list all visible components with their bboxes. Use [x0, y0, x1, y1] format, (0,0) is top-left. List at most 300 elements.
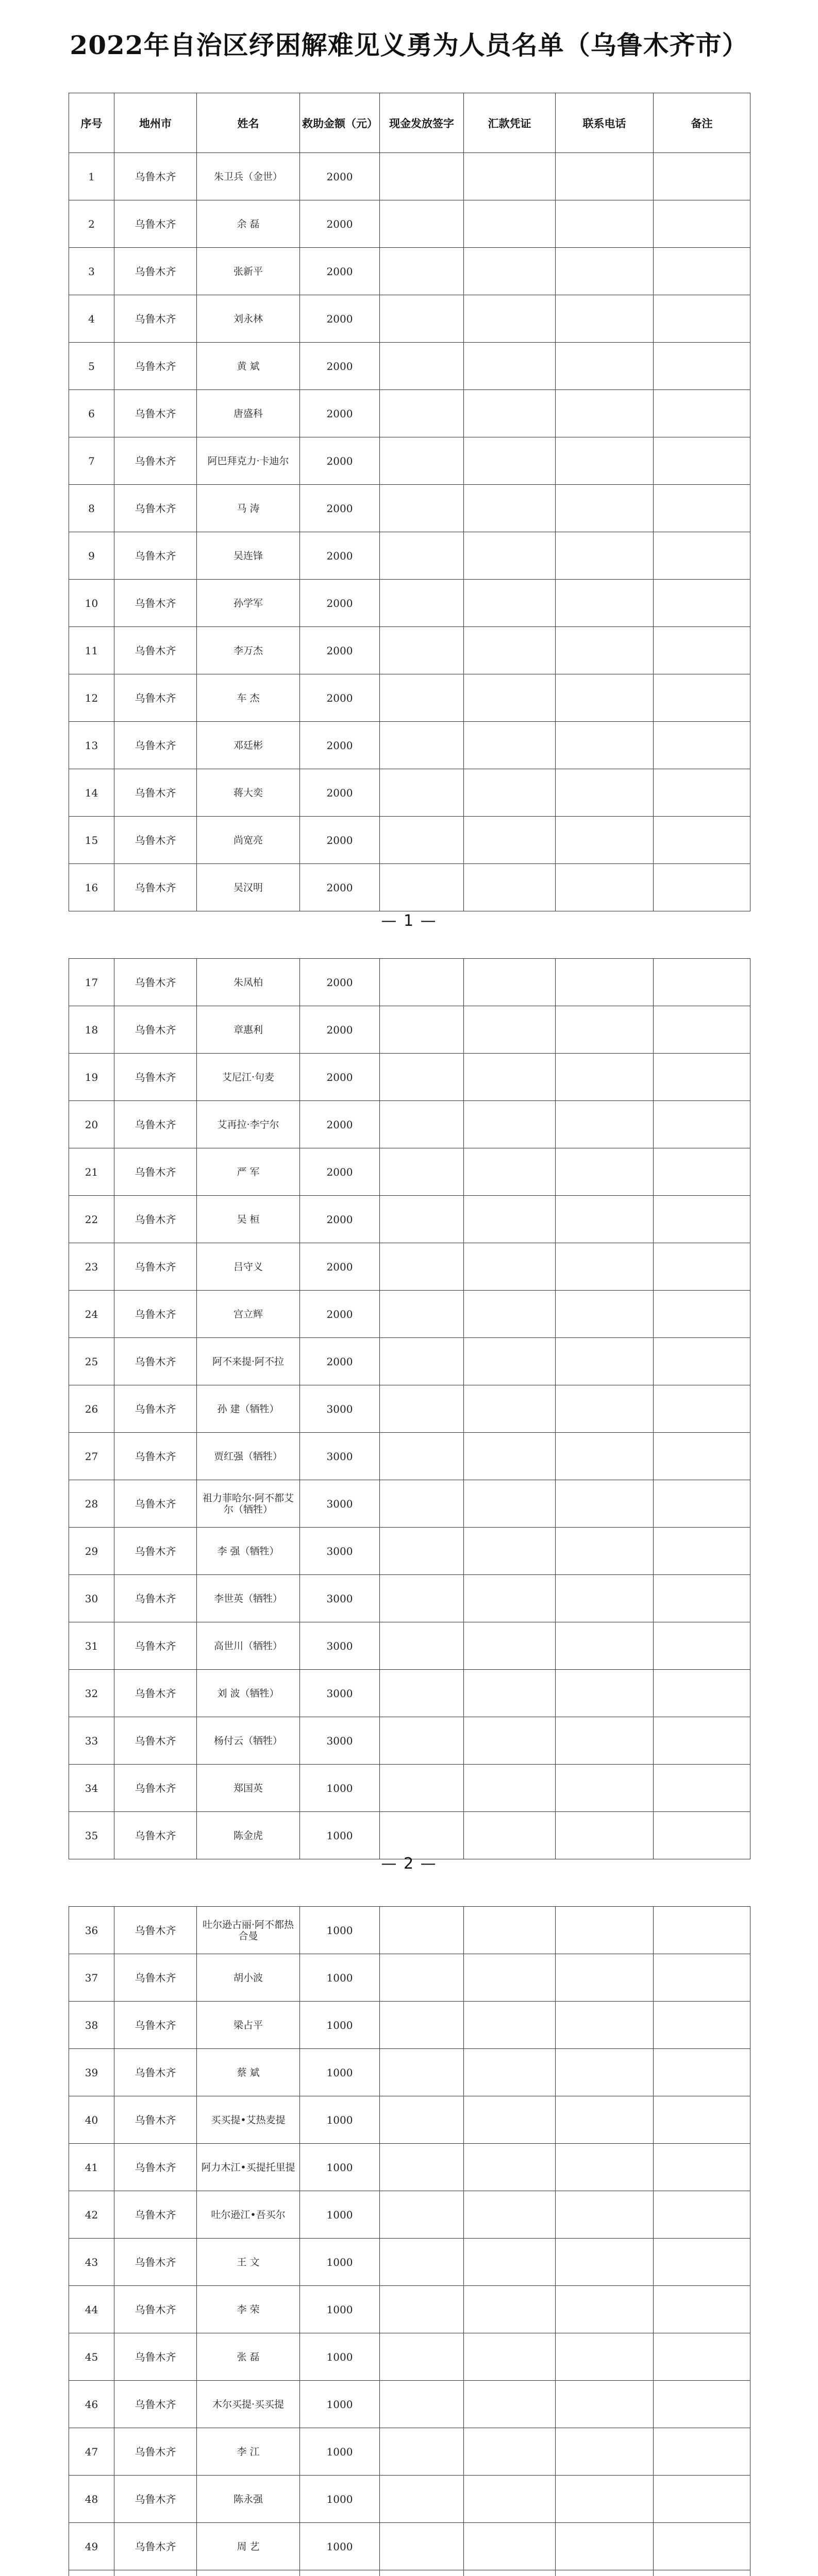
cell-name: 梁占平 — [197, 2002, 300, 2049]
cell-seq: 16 — [69, 864, 114, 911]
cell-remittance-voucher[interactable] — [464, 390, 556, 437]
cell-phone[interactable] — [556, 1954, 654, 2002]
cell-cash-signature[interactable] — [380, 153, 464, 200]
cell-remittance-voucher[interactable] — [464, 485, 556, 532]
cell-phone[interactable] — [556, 1717, 654, 1765]
cell-remark[interactable] — [654, 1006, 750, 1054]
cell-cash-signature[interactable] — [380, 1622, 464, 1670]
cell-remittance-voucher[interactable] — [464, 153, 556, 200]
cell-city: 乌鲁木齐 — [114, 580, 197, 627]
cell-remittance-voucher[interactable] — [464, 959, 556, 1006]
cell-remittance-voucher[interactable] — [464, 769, 556, 817]
cell-cash-signature[interactable] — [380, 627, 464, 674]
cell-remark[interactable] — [654, 1575, 750, 1622]
cell-amount: 2000 — [300, 1196, 380, 1243]
cell-amount: 2000 — [300, 674, 380, 722]
cell-seq: 20 — [69, 1101, 114, 1148]
cell-cash-signature[interactable] — [380, 2428, 464, 2476]
cell-city: 乌鲁木齐 — [114, 248, 197, 295]
cell-city: 乌鲁木齐 — [114, 1006, 197, 1054]
cell-remark[interactable] — [654, 674, 750, 722]
cell-seq: 32 — [69, 1670, 114, 1717]
cell-seq: 30 — [69, 1575, 114, 1622]
cell-seq: 11 — [69, 627, 114, 674]
cell-name: 阿力木江•买提托里提 — [197, 2144, 300, 2191]
cell-remittance-voucher[interactable] — [464, 1385, 556, 1433]
cell-remittance-voucher[interactable] — [464, 674, 556, 722]
cell-remark[interactable] — [654, 627, 750, 674]
cell-phone[interactable] — [556, 2191, 654, 2239]
cell-remark[interactable] — [654, 1812, 750, 1859]
cell-phone[interactable] — [556, 817, 654, 864]
cell-remark[interactable] — [654, 1528, 750, 1575]
cell-name: 吴 桓 — [197, 1196, 300, 1243]
cell-cash-signature[interactable] — [380, 390, 464, 437]
cell-phone[interactable] — [556, 1622, 654, 1670]
cell-phone[interactable] — [556, 2333, 654, 2381]
cell-cash-signature[interactable] — [380, 2144, 464, 2191]
cell-cash-signature[interactable] — [380, 2381, 464, 2428]
cell-city: 乌鲁木齐 — [114, 2286, 197, 2333]
cell-remark[interactable] — [654, 2333, 750, 2381]
cell-amount: 2000 — [300, 153, 380, 200]
cell-remark[interactable] — [654, 1101, 750, 1148]
cell-seq: 31 — [69, 1622, 114, 1670]
cell-seq: 34 — [69, 1765, 114, 1812]
table-row — [69, 1291, 750, 1338]
cell-cash-signature[interactable] — [380, 580, 464, 627]
cell-remittance-voucher[interactable] — [464, 1575, 556, 1622]
cell-remittance-voucher[interactable] — [464, 2144, 556, 2191]
cell-city: 乌鲁木齐 — [114, 1765, 197, 1812]
cell-name: 余 磊 — [197, 200, 300, 248]
cell-phone[interactable] — [556, 1480, 654, 1528]
cell-phone[interactable] — [556, 580, 654, 627]
cell-phone[interactable] — [556, 343, 654, 390]
cell-cash-signature[interactable] — [380, 1433, 464, 1480]
cell-remittance-voucher[interactable] — [464, 1054, 556, 1101]
cell-amount: 2000 — [300, 627, 380, 674]
cell-cash-signature[interactable] — [380, 2333, 464, 2381]
cell-phone[interactable] — [556, 2049, 654, 2096]
cell-phone[interactable] — [556, 2523, 654, 2570]
cell-remark[interactable] — [654, 1433, 750, 1480]
cell-remittance-voucher[interactable] — [464, 2333, 556, 2381]
cell-amount: 2000 — [300, 1243, 380, 1291]
table-row — [69, 1385, 750, 1433]
table-row — [69, 200, 750, 248]
cell-name: 章惠利 — [197, 1006, 300, 1054]
cell-phone[interactable] — [556, 485, 654, 532]
cell-cash-signature[interactable] — [380, 295, 464, 343]
cell-amount: 3000 — [300, 1385, 380, 1433]
cell-remittance-voucher[interactable] — [464, 2096, 556, 2144]
cell-cash-signature[interactable] — [380, 1575, 464, 1622]
cell-remark[interactable] — [654, 580, 750, 627]
cell-remittance-voucher[interactable] — [464, 532, 556, 580]
cell-remark[interactable] — [654, 1196, 750, 1243]
cell-remittance-voucher[interactable] — [464, 2002, 556, 2049]
cell-remittance-voucher[interactable] — [464, 1622, 556, 1670]
cell-phone[interactable] — [556, 2096, 654, 2144]
cell-name: 蔡 斌 — [197, 2049, 300, 2096]
cell-seq: 21 — [69, 1148, 114, 1196]
cell-remark[interactable] — [654, 2144, 750, 2191]
cell-cash-signature[interactable] — [380, 2570, 464, 2576]
cell-phone[interactable] — [556, 1575, 654, 1622]
cell-remittance-voucher[interactable] — [464, 248, 556, 295]
cell-phone[interactable] — [556, 1670, 654, 1717]
table-row — [69, 864, 750, 911]
cell-cash-signature[interactable] — [380, 2523, 464, 2570]
cell-remark[interactable] — [654, 2428, 750, 2476]
cell-cash-signature[interactable] — [380, 1054, 464, 1101]
cell-remittance-voucher[interactable] — [464, 295, 556, 343]
cell-phone[interactable] — [556, 1148, 654, 1196]
cell-remark[interactable] — [654, 769, 750, 817]
cell-remark[interactable] — [654, 1291, 750, 1338]
cell-cash-signature[interactable] — [380, 343, 464, 390]
cell-remittance-voucher[interactable] — [464, 1338, 556, 1385]
cell-remittance-voucher[interactable] — [464, 1954, 556, 2002]
cell-remark[interactable] — [654, 864, 750, 911]
cell-remark[interactable] — [654, 1480, 750, 1528]
cell-remark[interactable] — [654, 1717, 750, 1765]
cell-cash-signature[interactable] — [380, 2049, 464, 2096]
cell-remittance-voucher[interactable] — [464, 200, 556, 248]
table-row — [69, 2428, 750, 2476]
cell-phone[interactable] — [556, 1338, 654, 1385]
cell-remittance-voucher[interactable] — [464, 2570, 556, 2576]
cell-remittance-voucher[interactable] — [464, 1717, 556, 1765]
cell-phone[interactable] — [556, 1196, 654, 1243]
cell-cash-signature[interactable] — [380, 1480, 464, 1528]
cell-name: 王 文 — [197, 2239, 300, 2286]
cell-remark[interactable] — [654, 1670, 750, 1717]
cell-phone[interactable] — [556, 390, 654, 437]
table-row — [69, 1622, 750, 1670]
cell-cash-signature[interactable] — [380, 1148, 464, 1196]
cell-phone[interactable] — [556, 532, 654, 580]
cell-cash-signature[interactable] — [380, 2191, 464, 2239]
cell-phone[interactable] — [556, 2570, 654, 2576]
cell-cash-signature[interactable] — [380, 2476, 464, 2523]
table-row — [69, 1670, 750, 1717]
cell-cash-signature[interactable] — [380, 2096, 464, 2144]
cell-remittance-voucher[interactable] — [464, 437, 556, 485]
cell-remittance-voucher[interactable] — [464, 1291, 556, 1338]
cell-cash-signature[interactable] — [380, 1765, 464, 1812]
cell-city: 乌鲁木齐 — [114, 1148, 197, 1196]
cell-amount: 2000 — [300, 532, 380, 580]
cell-phone[interactable] — [556, 2239, 654, 2286]
cell-remittance-voucher[interactable] — [464, 2286, 556, 2333]
cell-amount: 3000 — [300, 1480, 380, 1528]
cell-remark[interactable] — [654, 153, 750, 200]
cell-cash-signature[interactable] — [380, 2002, 464, 2049]
cell-remark[interactable] — [654, 2049, 750, 2096]
cell-city: 乌鲁木齐 — [114, 485, 197, 532]
cell-seq: 17 — [69, 959, 114, 1006]
cell-seq: 49 — [69, 2523, 114, 2570]
cell-city: 乌鲁木齐 — [114, 153, 197, 200]
cell-remittance-voucher[interactable] — [464, 2239, 556, 2286]
table-row — [69, 1196, 750, 1243]
table-row — [69, 390, 750, 437]
cell-phone[interactable] — [556, 1812, 654, 1859]
cell-remark[interactable] — [654, 2523, 750, 2570]
cell-remittance-voucher[interactable] — [464, 1243, 556, 1291]
cell-phone[interactable] — [556, 437, 654, 485]
cell-phone[interactable] — [556, 1054, 654, 1101]
cell-cash-signature[interactable] — [380, 532, 464, 580]
cell-remark[interactable] — [654, 1907, 750, 1954]
cell-name: 朱凤柏 — [197, 959, 300, 1006]
cell-seq: 47 — [69, 2428, 114, 2476]
cell-phone[interactable] — [556, 248, 654, 295]
cell-amount: 2000 — [300, 1338, 380, 1385]
cell-remark[interactable] — [654, 1954, 750, 2002]
cell-phone[interactable] — [556, 722, 654, 769]
cell-cash-signature[interactable] — [380, 485, 464, 532]
cell-seq: 38 — [69, 2002, 114, 2049]
cell-seq: 23 — [69, 1243, 114, 1291]
cell-amount: 2000 — [300, 769, 380, 817]
cell-amount: 1000 — [300, 2381, 380, 2428]
cell-seq: 10 — [69, 580, 114, 627]
cell-remark[interactable] — [654, 2286, 750, 2333]
table-row — [69, 1765, 750, 1812]
cell-amount: 2000 — [300, 1054, 380, 1101]
cell-name: 祖力菲哈尔·阿不都艾尔（牺牲） — [197, 1480, 300, 1528]
cell-remittance-voucher[interactable] — [464, 1196, 556, 1243]
cell-remittance-voucher[interactable] — [464, 2049, 556, 2096]
cell-remark[interactable] — [654, 2096, 750, 2144]
cell-remark[interactable] — [654, 532, 750, 580]
cell-name: 宫立辉 — [197, 1291, 300, 1338]
cell-amount: 3000 — [300, 1528, 380, 1575]
cell-remark[interactable] — [654, 2381, 750, 2428]
table-row — [69, 1243, 750, 1291]
cell-city: 乌鲁木齐 — [114, 959, 197, 1006]
cell-seq: 41 — [69, 2144, 114, 2191]
cell-remark[interactable] — [654, 295, 750, 343]
cell-remark[interactable] — [654, 1148, 750, 1196]
cell-remittance-voucher[interactable] — [464, 580, 556, 627]
cell-remittance-voucher[interactable] — [464, 1480, 556, 1528]
cell-cash-signature[interactable] — [380, 2239, 464, 2286]
table-row — [69, 959, 750, 1006]
cell-amount: 3000 — [300, 1670, 380, 1717]
cell-phone[interactable] — [556, 295, 654, 343]
column-header-cash: 现金发放签字 — [380, 93, 464, 153]
cell-cash-signature[interactable] — [380, 437, 464, 485]
cell-cash-signature[interactable] — [380, 1717, 464, 1765]
cell-phone[interactable] — [556, 1243, 654, 1291]
cell-remark[interactable] — [654, 1385, 750, 1433]
cell-phone[interactable] — [556, 1528, 654, 1575]
cell-phone[interactable] — [556, 2476, 654, 2523]
cell-cash-signature[interactable] — [380, 1243, 464, 1291]
cell-city: 乌鲁木齐 — [114, 1954, 197, 2002]
cell-phone[interactable] — [556, 2381, 654, 2428]
cell-remark[interactable] — [654, 437, 750, 485]
cell-remark[interactable] — [654, 1243, 750, 1291]
cell-remark[interactable] — [654, 200, 750, 248]
cell-seq: 33 — [69, 1717, 114, 1765]
cell-name: 杨付云（牺牲） — [197, 1717, 300, 1765]
cell-name: 吴连锋 — [197, 532, 300, 580]
cell-cash-signature[interactable] — [380, 817, 464, 864]
cell-phone[interactable] — [556, 200, 654, 248]
cell-amount: 2000 — [300, 1006, 380, 1054]
cell-name: 孙学军 — [197, 580, 300, 627]
cell-city: 乌鲁木齐 — [114, 627, 197, 674]
column-header-remark: 备注 — [654, 93, 750, 153]
cell-remark[interactable] — [654, 2570, 750, 2576]
cell-phone[interactable] — [556, 1101, 654, 1148]
table-row — [69, 2333, 750, 2381]
cell-name: 尚宽亮 — [197, 817, 300, 864]
table-row — [69, 1006, 750, 1054]
cell-phone[interactable] — [556, 1006, 654, 1054]
cell-phone[interactable] — [556, 1907, 654, 1954]
cell-remittance-voucher[interactable] — [464, 1101, 556, 1148]
cell-remittance-voucher[interactable] — [464, 2381, 556, 2428]
cell-remittance-voucher[interactable] — [464, 1812, 556, 1859]
cell-phone[interactable] — [556, 864, 654, 911]
cell-remark[interactable] — [654, 1622, 750, 1670]
cell-remittance-voucher[interactable] — [464, 817, 556, 864]
cell-city: 乌鲁木齐 — [114, 2333, 197, 2381]
cell-remark[interactable] — [654, 2239, 750, 2286]
cell-amount: 3000 — [300, 1575, 380, 1622]
cell-phone[interactable] — [556, 2428, 654, 2476]
cell-phone[interactable] — [556, 769, 654, 817]
cell-phone[interactable] — [556, 2286, 654, 2333]
cell-remittance-voucher[interactable] — [464, 1907, 556, 1954]
cell-remittance-voucher[interactable] — [464, 722, 556, 769]
table-row — [69, 674, 750, 722]
cell-cash-signature[interactable] — [380, 1101, 464, 1148]
cell-cash-signature[interactable] — [380, 1385, 464, 1433]
cell-city: 乌鲁木齐 — [114, 2381, 197, 2428]
cell-cash-signature[interactable] — [380, 1812, 464, 1859]
cell-remark[interactable] — [654, 343, 750, 390]
cell-seq: 5 — [69, 343, 114, 390]
cell-remittance-voucher[interactable] — [464, 1528, 556, 1575]
cell-city: 乌鲁木齐 — [114, 2428, 197, 2476]
cell-remittance-voucher[interactable] — [464, 1148, 556, 1196]
cell-cash-signature[interactable] — [380, 1006, 464, 1054]
cell-amount: 1000 — [300, 1954, 380, 2002]
cell-remark[interactable] — [654, 1054, 750, 1101]
cell-phone[interactable] — [556, 153, 654, 200]
cell-cash-signature[interactable] — [380, 769, 464, 817]
cell-cash-signature[interactable] — [380, 1907, 464, 1954]
cell-seq: 8 — [69, 485, 114, 532]
cell-phone[interactable] — [556, 2144, 654, 2191]
cell-name: 胡小波 — [197, 1954, 300, 2002]
cell-remark[interactable] — [654, 817, 750, 864]
cell-seq: 39 — [69, 2049, 114, 2096]
cell-amount: 2000 — [300, 1291, 380, 1338]
cell-remark[interactable] — [654, 722, 750, 769]
cell-cash-signature[interactable] — [380, 200, 464, 248]
cell-remark[interactable] — [654, 248, 750, 295]
cell-remittance-voucher[interactable] — [464, 1765, 556, 1812]
cell-cash-signature[interactable] — [380, 1954, 464, 2002]
cell-remark[interactable] — [654, 390, 750, 437]
cell-remittance-voucher[interactable] — [464, 2428, 556, 2476]
cell-phone[interactable] — [556, 627, 654, 674]
cell-seq: 45 — [69, 2333, 114, 2381]
cell-cash-signature[interactable] — [380, 959, 464, 1006]
cell-cash-signature[interactable] — [380, 1528, 464, 1575]
cell-phone[interactable] — [556, 1291, 654, 1338]
table-row — [69, 437, 750, 485]
cell-remittance-voucher[interactable] — [464, 343, 556, 390]
cell-phone[interactable] — [556, 1765, 654, 1812]
cell-remittance-voucher[interactable] — [464, 1670, 556, 1717]
cell-remittance-voucher[interactable] — [464, 1433, 556, 1480]
cell-amount — [300, 2570, 380, 2576]
cell-cash-signature[interactable] — [380, 864, 464, 911]
cell-remark[interactable] — [654, 1338, 750, 1385]
cell-cash-signature[interactable] — [380, 1196, 464, 1243]
cell-amount: 2000 — [300, 1101, 380, 1148]
cell-phone[interactable] — [556, 2002, 654, 2049]
cell-seq: 37 — [69, 1954, 114, 2002]
cell-remark[interactable] — [654, 959, 750, 1006]
cell-remittance-voucher[interactable] — [464, 2476, 556, 2523]
cell-phone[interactable] — [556, 959, 654, 1006]
cell-remark[interactable] — [654, 2476, 750, 2523]
table-row — [69, 248, 750, 295]
cell-cash-signature[interactable] — [380, 1670, 464, 1717]
cell-name: 刘 波（牺牲） — [197, 1670, 300, 1717]
cell-amount: 1000 — [300, 2286, 380, 2333]
cell-phone[interactable] — [556, 1433, 654, 1480]
cell-name: 买买提•艾热麦提 — [197, 2096, 300, 2144]
cell-phone[interactable] — [556, 1385, 654, 1433]
cell-cash-signature[interactable] — [380, 1338, 464, 1385]
cell-cash-signature[interactable] — [380, 248, 464, 295]
cell-remittance-voucher[interactable] — [464, 1006, 556, 1054]
cell-remittance-voucher[interactable] — [464, 864, 556, 911]
cell-name: 贾红强（牺牲） — [197, 1433, 300, 1480]
cell-remark[interactable] — [654, 2002, 750, 2049]
cell-remark[interactable] — [654, 2191, 750, 2239]
cell-cash-signature[interactable] — [380, 722, 464, 769]
cell-seq: 13 — [69, 722, 114, 769]
cell-remark[interactable] — [654, 1765, 750, 1812]
cell-remittance-voucher[interactable] — [464, 2523, 556, 2570]
cell-remittance-voucher[interactable] — [464, 2191, 556, 2239]
cell-seq: 25 — [69, 1338, 114, 1385]
cell-phone[interactable] — [556, 674, 654, 722]
cell-remittance-voucher[interactable] — [464, 627, 556, 674]
cell-amount: 1000 — [300, 2002, 380, 2049]
cell-seq: 46 — [69, 2381, 114, 2428]
cell-cash-signature[interactable] — [380, 674, 464, 722]
cell-cash-signature[interactable] — [380, 1291, 464, 1338]
table-row — [69, 580, 750, 627]
cell-cash-signature[interactable] — [380, 2286, 464, 2333]
cell-remark[interactable] — [654, 485, 750, 532]
column-header-name: 姓名 — [197, 93, 300, 153]
cell-seq: 28 — [69, 1480, 114, 1528]
